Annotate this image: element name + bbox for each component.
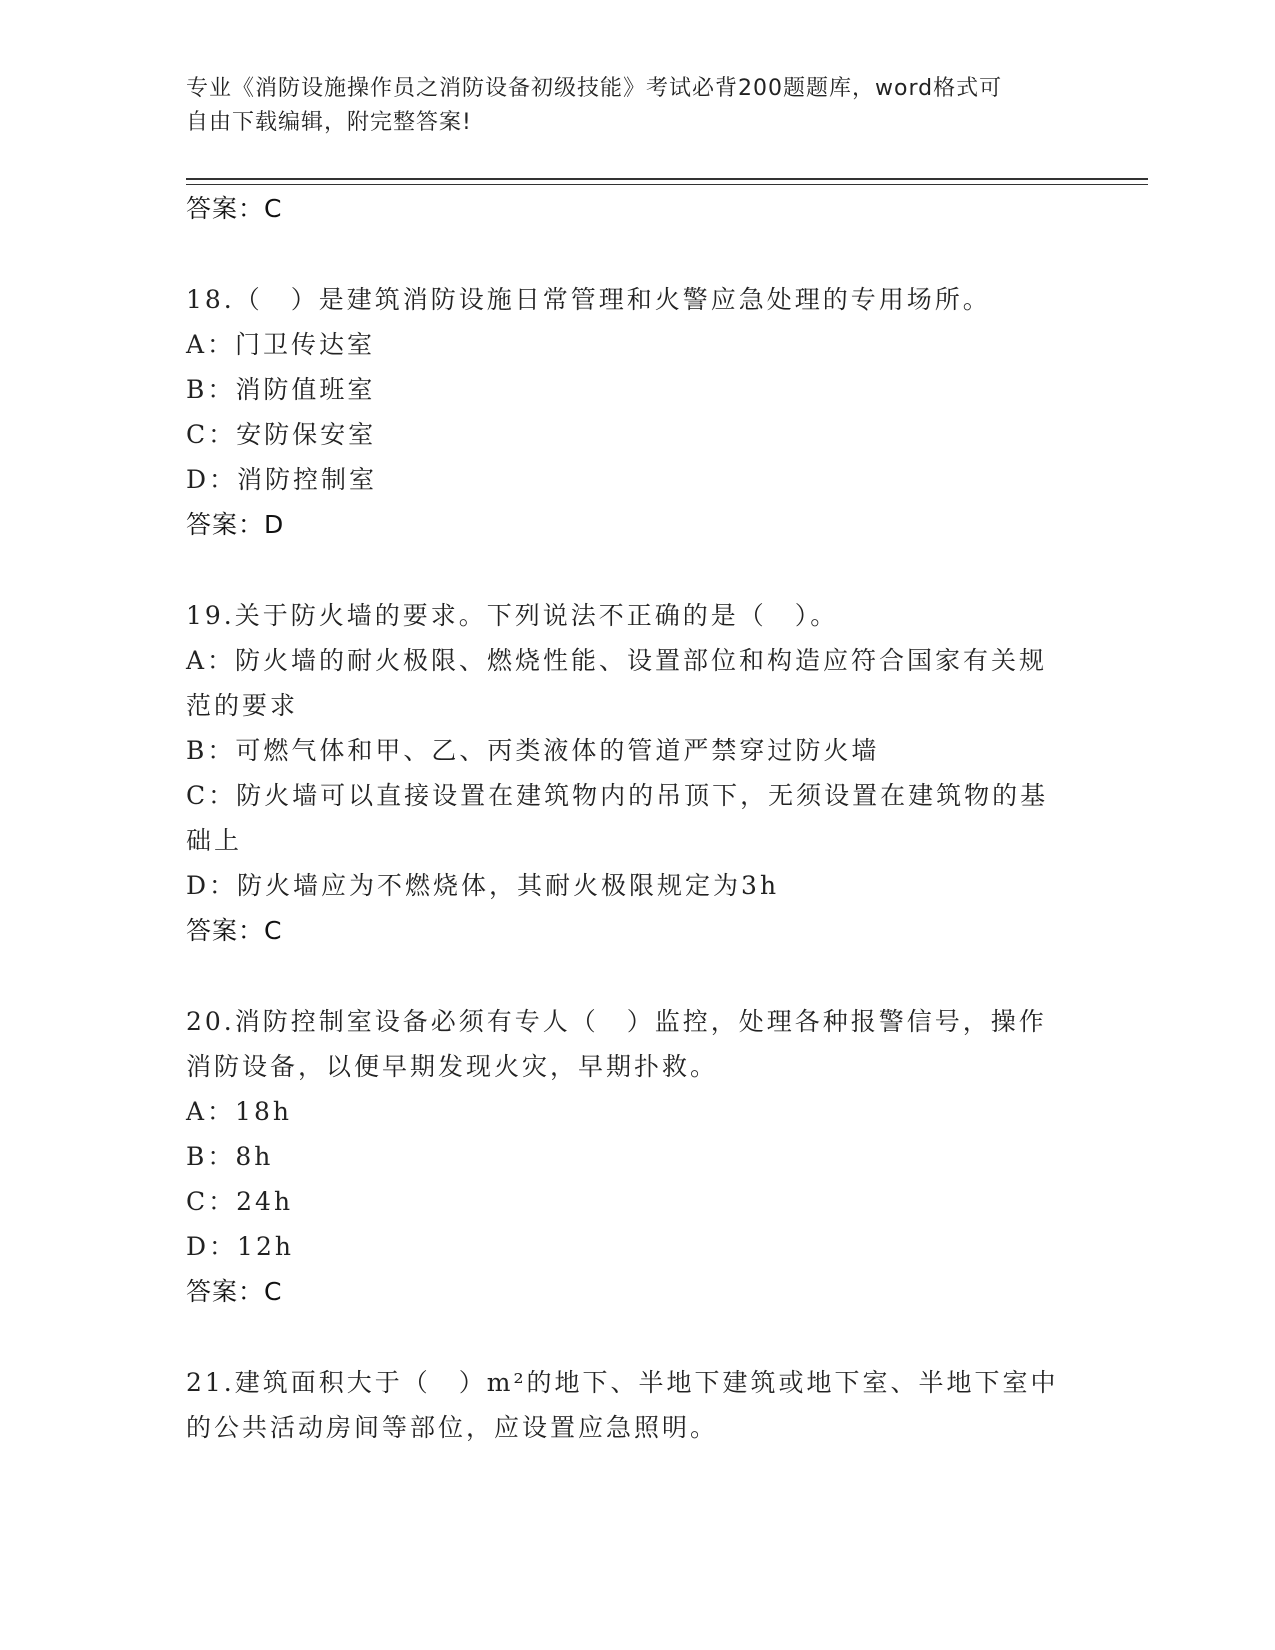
- question-21: [186, 1360, 1066, 1450]
- option-a: A：18h: [186, 1097, 292, 1126]
- option-a: A：防火墙的耐火极限、燃烧性能、设置部位和构造应符合国家有关规范的要求: [186, 646, 1048, 720]
- answer: 答案：D: [186, 510, 285, 539]
- header-line-2: 自由下载编辑，附完整答案!: [186, 110, 472, 135]
- option-b: B：可燃气体和甲、乙、丙类液体的管道严禁穿过防火墙: [186, 736, 880, 765]
- question-19: [186, 593, 1066, 953]
- answer: 答案：C: [186, 1277, 283, 1306]
- header-line-1: 专业《消防设施操作员之消防设备初级技能》考试必背200题题库，word格式可: [186, 76, 1003, 101]
- question-20: [186, 999, 1066, 1314]
- option-a: A：门卫传达室: [186, 330, 376, 359]
- option-d: D：消防控制室: [186, 465, 378, 494]
- question-stem: 18.（ ）是建筑消防设施日常管理和火警应急处理的专用场所。: [186, 285, 991, 314]
- question-stem: 19.关于防火墙的要求。下列说法不正确的是（ ）。: [186, 601, 839, 630]
- option-c: C：防火墙可以直接设置在建筑物内的吊顶下，无须设置在建筑物的基础上: [186, 781, 1049, 855]
- answer-17: 答案：C: [186, 194, 283, 223]
- document-body: [186, 186, 1086, 1450]
- question-stem: 20.消防控制室设备必须有专人（ ）监控，处理各种报警信号，操作消防设备，以便早期发现火灾，早期扑救。: [186, 1007, 1047, 1081]
- document-header: [186, 72, 1066, 140]
- option-d: D：12h: [186, 1232, 294, 1261]
- option-b: B：消防值班室: [186, 375, 376, 404]
- option-c: C：24h: [186, 1187, 294, 1216]
- header-divider-thin: [186, 184, 1148, 185]
- question-stem: 21.建筑面积大于（ ）m²的地下、半地下建筑或地下室、半地下室中的公共活动房间等部位，应设置应急照明。: [186, 1368, 1059, 1442]
- answer: 答案：C: [186, 916, 283, 945]
- option-d: D：防火墙应为不燃烧体，其耐火极限规定为3h: [186, 871, 780, 900]
- option-c: C：安防保安室: [186, 420, 377, 449]
- question-18: [186, 277, 1066, 547]
- header-divider-thick: [186, 178, 1148, 180]
- option-b: B：8h: [186, 1142, 274, 1171]
